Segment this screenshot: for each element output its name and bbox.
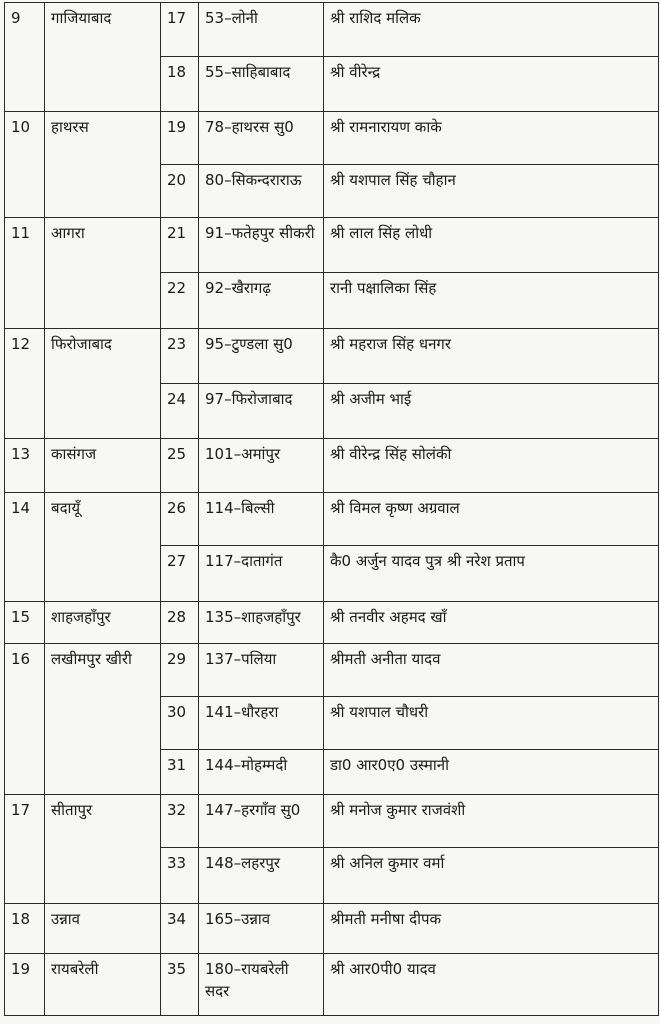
table-row (5, 795, 659, 848)
district-cell: गाजियाबाद (45, 3, 161, 112)
constituency-cell: 117–दातागंत (199, 546, 324, 602)
number-cell: 35 (161, 954, 199, 1016)
candidate-cell: श्रीमती अनीता यादव (324, 644, 659, 697)
serial-cell: 14 (5, 493, 45, 602)
candidate-cell: कै0 अर्जुन यादव पुत्र श्री नरेश प्रताप (324, 546, 659, 602)
constituency-cell: 91–फतेहपुर सीकरी (199, 218, 324, 273)
district-cell: उन्नाव (45, 904, 161, 954)
constituency-cell: 147–हरगाँव सु0 (199, 795, 324, 848)
number-cell: 31 (161, 750, 199, 795)
constituency-cell: 97–फिरोजाबाद (199, 384, 324, 439)
number-cell: 34 (161, 904, 199, 954)
number-cell: 22 (161, 273, 199, 329)
candidate-cell: श्री मनोज कुमार राजवंशी (324, 795, 659, 848)
number-cell: 24 (161, 384, 199, 439)
candidate-table (4, 2, 659, 1016)
candidate-cell: श्री वीरेन्द्र (324, 57, 659, 112)
number-cell: 27 (161, 546, 199, 602)
table-row (5, 112, 659, 165)
table-row (5, 904, 659, 954)
district-cell: रायबरेली (45, 954, 161, 1016)
district-cell: हाथरस (45, 112, 161, 218)
constituency-cell: 92–खैरागढ़ (199, 273, 324, 329)
number-cell: 33 (161, 848, 199, 904)
constituency-cell: 141–धौरहरा (199, 697, 324, 750)
serial-cell: 12 (5, 329, 45, 439)
district-cell: शाहजहाँपुर (45, 602, 161, 644)
candidate-cell: श्री विमल कृष्ण अग्रवाल (324, 493, 659, 546)
number-cell: 29 (161, 644, 199, 697)
candidate-cell: श्री तनवीर अहमद खाँ (324, 602, 659, 644)
district-cell: फिरोजाबाद (45, 329, 161, 439)
constituency-cell: 80–सिकन्दराराऊ (199, 165, 324, 218)
serial-cell: 16 (5, 644, 45, 795)
constituency-cell: 95–टुण्डला सु0 (199, 329, 324, 384)
district-cell: बदायूँ (45, 493, 161, 602)
district-cell: लखीमपुर खीरी (45, 644, 161, 795)
number-cell: 20 (161, 165, 199, 218)
number-cell: 32 (161, 795, 199, 848)
constituency-cell: 78–हाथरस सु0 (199, 112, 324, 165)
number-cell: 28 (161, 602, 199, 644)
constituency-cell: 148–लहरपुर (199, 848, 324, 904)
constituency-cell: 55–साहिबाबाद (199, 57, 324, 112)
constituency-cell: 144–मोहम्मदी (199, 750, 324, 795)
constituency-cell: 180–रायबरेली सदर (199, 954, 324, 1016)
candidate-cell: श्री रामनारायण काके (324, 112, 659, 165)
candidate-cell: श्री अनिल कुमार वर्मा (324, 848, 659, 904)
candidate-cell: श्री यशपाल सिंह चौहान (324, 165, 659, 218)
constituency-cell: 165–उन्नाव (199, 904, 324, 954)
constituency-cell: 53–लोनी (199, 3, 324, 57)
candidate-cell: श्री राशिद मलिक (324, 3, 659, 57)
candidate-cell: श्री आर0पी0 यादव (324, 954, 659, 1016)
constituency-cell: 135–शाहजहाँपुर (199, 602, 324, 644)
candidate-cell: रानी पक्षालिका सिंह (324, 273, 659, 329)
table-row (5, 218, 659, 273)
constituency-cell: 114–बिल्सी (199, 493, 324, 546)
number-cell: 23 (161, 329, 199, 384)
candidate-cell: श्री वीरेन्द्र सिंह सोलंकी (324, 439, 659, 493)
serial-cell: 9 (5, 3, 45, 112)
candidate-cell: श्री लाल सिंह लोधी (324, 218, 659, 273)
district-cell: सीतापुर (45, 795, 161, 904)
number-cell: 17 (161, 3, 199, 57)
table-row (5, 3, 659, 57)
candidate-cell: डा0 आर0ए0 उस्मानी (324, 750, 659, 795)
candidate-cell: श्रीमती मनीषा दीपक (324, 904, 659, 954)
constituency-cell: 137–पलिया (199, 644, 324, 697)
number-cell: 30 (161, 697, 199, 750)
number-cell: 25 (161, 439, 199, 493)
serial-cell: 15 (5, 602, 45, 644)
constituency-cell: 101–अमांपुर (199, 439, 324, 493)
serial-cell: 19 (5, 954, 45, 1016)
candidate-cell: श्री महराज सिंह धनगर (324, 329, 659, 384)
serial-cell: 17 (5, 795, 45, 904)
table-row (5, 954, 659, 1016)
number-cell: 18 (161, 57, 199, 112)
district-cell: कासंगज (45, 439, 161, 493)
serial-cell: 11 (5, 218, 45, 329)
number-cell: 21 (161, 218, 199, 273)
table-row (5, 329, 659, 384)
serial-cell: 10 (5, 112, 45, 218)
number-cell: 26 (161, 493, 199, 546)
serial-cell: 13 (5, 439, 45, 493)
table-row (5, 493, 659, 546)
district-cell: आगरा (45, 218, 161, 329)
table-row (5, 644, 659, 697)
serial-cell: 18 (5, 904, 45, 954)
table-row (5, 602, 659, 644)
candidate-cell: श्री अजीम भाई (324, 384, 659, 439)
table-row (5, 439, 659, 493)
candidate-cell: श्री यशपाल चौधरी (324, 697, 659, 750)
number-cell: 19 (161, 112, 199, 165)
